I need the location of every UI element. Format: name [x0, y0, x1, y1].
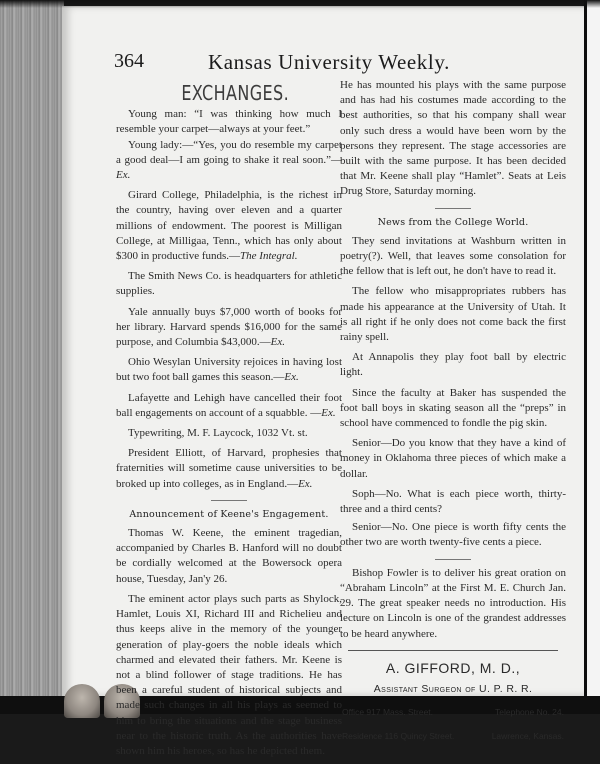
card-office: Office 917 Mass. Street. — [342, 707, 434, 718]
keene-paragraph: Thomas W. Keene, the eminent tragedian, accompanied by Charles B. Hanford will no doubt be cordially welcomed at the Bowersock opera house, Tuesday, Jan'y 26. — [116, 527, 342, 585]
exchange-item — [116, 188, 342, 264]
exchange-item — [116, 269, 342, 299]
item-text: Young lady:—“Yes, you do resemble my carpet a good deal—I am going to shake it real soon.”— — [116, 138, 342, 166]
card-title: Assistant Surgeon of U. P. R. R. — [373, 682, 533, 695]
left-column — [116, 78, 342, 764]
item-source: Ex. — [298, 477, 313, 490]
right-column — [340, 78, 566, 754]
item-source: The Integral. — [240, 250, 298, 263]
card-residence: Residence 116 Quincy Street. — [342, 731, 455, 742]
exchange-item — [116, 107, 342, 137]
divider — [435, 559, 471, 560]
item-source: Ex. — [116, 169, 131, 182]
book-page-edges — [0, 0, 64, 714]
item-text: The Smith News Co. is headquarters for athletic supplies. — [116, 270, 342, 298]
item-text: Lafayette and Lehigh have cancelled their foot ball engagements on account of a squabble. — — [116, 391, 342, 419]
item-text: Typewriting, M. F. Laycock, 1032 Vt. st. — [128, 427, 308, 440]
item-text: Girard College, Philadelphia, is the richest in the country, having over eleven and a quarter millions of endowment. The poorest is Milligan College, at Milligaa, Tenn., which has only about $300 in productive funds.— — [116, 189, 342, 263]
news-item: Soph—No. What is each piece worth, thirty-three and a third cents? — [340, 487, 566, 516]
fowler-paragraph: Bishop Fowler is to deliver his great oration on “Abraham Lincoln” at the First M. E. Church Jan. 29. The great speaker needs no introduction. His lecture on Lincoln is one of the grandest addresses to be heard anywhere. — [340, 566, 566, 640]
card-telephone: Telephone No. 24. — [495, 707, 564, 718]
journal-title: Kansas University Weekly. — [208, 50, 450, 74]
news-item: Since the faculty at Baker has suspended the foot ball boys in skating season all the “preps” in school have commenced to fondle the pig skin. — [340, 386, 566, 430]
news-item: The fellow who misappropriates rubbers has made his appearance at the University of Utah. It is all right if he only does not come back the first rainy spell. — [340, 285, 566, 344]
item-source: Ex. — [321, 406, 336, 419]
item-text: Ohio Wesylan University rejoices in having lost but two foot ball games this season.— — [116, 356, 342, 384]
exchange-item — [116, 391, 342, 421]
keene-paragraph: The eminent actor plays such parts as Shylock, Hamlet, Louis XI, Richard III and Richelieu and thus keeps alive in the memory of the younger generation of play-goers the noble ideals which charmed and elevated their fathers. Mr. Keene is not a blind follower of stage traditions. He has been a careful student of historical subjects and made such changes in all his plays as seemed to him to bring the situations and the stage business near to the historic truth. As the authorities have shown him his heroes, so has he depicted them. — [116, 592, 342, 757]
top-shadow — [0, 0, 600, 8]
subhead-keene: Announcement of Keene's Engagement. — [129, 508, 329, 520]
news-item: Senior—Do you know that they have a kind of money in Oklahoma three pieces of which make a dollar. — [340, 437, 566, 480]
subhead-college-world: News from the College World. — [377, 216, 529, 228]
item-source: Ex. — [270, 336, 285, 349]
news-item: They send invitations at Washburn written in poetry(?). Well, that leaves some consolation for the fellow that is left out, he don't have to read it. — [340, 234, 566, 278]
business-card-advertisement — [340, 661, 566, 745]
exchange-item — [116, 138, 342, 184]
card-row — [340, 729, 566, 744]
item-text: Young man: “I was thinking how much I resemble your carpet—always at your feet.” — [116, 108, 342, 136]
section-title-exchanges: EXCHANGES. — [181, 81, 290, 105]
card-name: A. GIFFORD, M. D., — [385, 659, 521, 676]
running-head — [114, 50, 524, 78]
card-row — [340, 705, 566, 720]
divider — [211, 500, 247, 501]
exchange-item — [116, 305, 342, 351]
keene-continued-paragraph: He has mounted his plays with the same purpose and has had his costumes made according to the best authorities, so that his company shall wear only such dress a would have been worn by the persons they represent. The stage accessories are built with the same purpose. It has been decided that Mr. Keene shall play “Hamlet”. Seats at Leis Drug Store, Saturday morning. — [340, 79, 566, 198]
exchange-item — [116, 446, 342, 492]
exchange-item — [116, 355, 342, 385]
news-item: At Annapolis they play foot ball by electric light. — [340, 351, 566, 379]
card-city: Lawrence, Kansas. — [491, 731, 564, 742]
facing-page-edge — [584, 0, 600, 714]
item-source: Ex. — [284, 371, 299, 384]
page-number: 364 — [114, 50, 144, 72]
item-text: President Elliott, of Harvard, prophesies that fraternities will sometime cause universities to be broked up into colleges, as in England.— — [116, 447, 342, 490]
divider — [435, 208, 471, 209]
thumb-left — [64, 684, 100, 718]
exchange-item — [116, 426, 342, 441]
item-text: Yale annually buys $7,000 worth of books for her library. Harvard spends $16,000 for the same purpose, and Columbia $43,000.— — [116, 305, 342, 349]
divider-long — [348, 650, 558, 651]
news-item: Senior—No. One piece is worth fifty cents the other two are worth twenty-five cents a piece. — [340, 521, 566, 549]
